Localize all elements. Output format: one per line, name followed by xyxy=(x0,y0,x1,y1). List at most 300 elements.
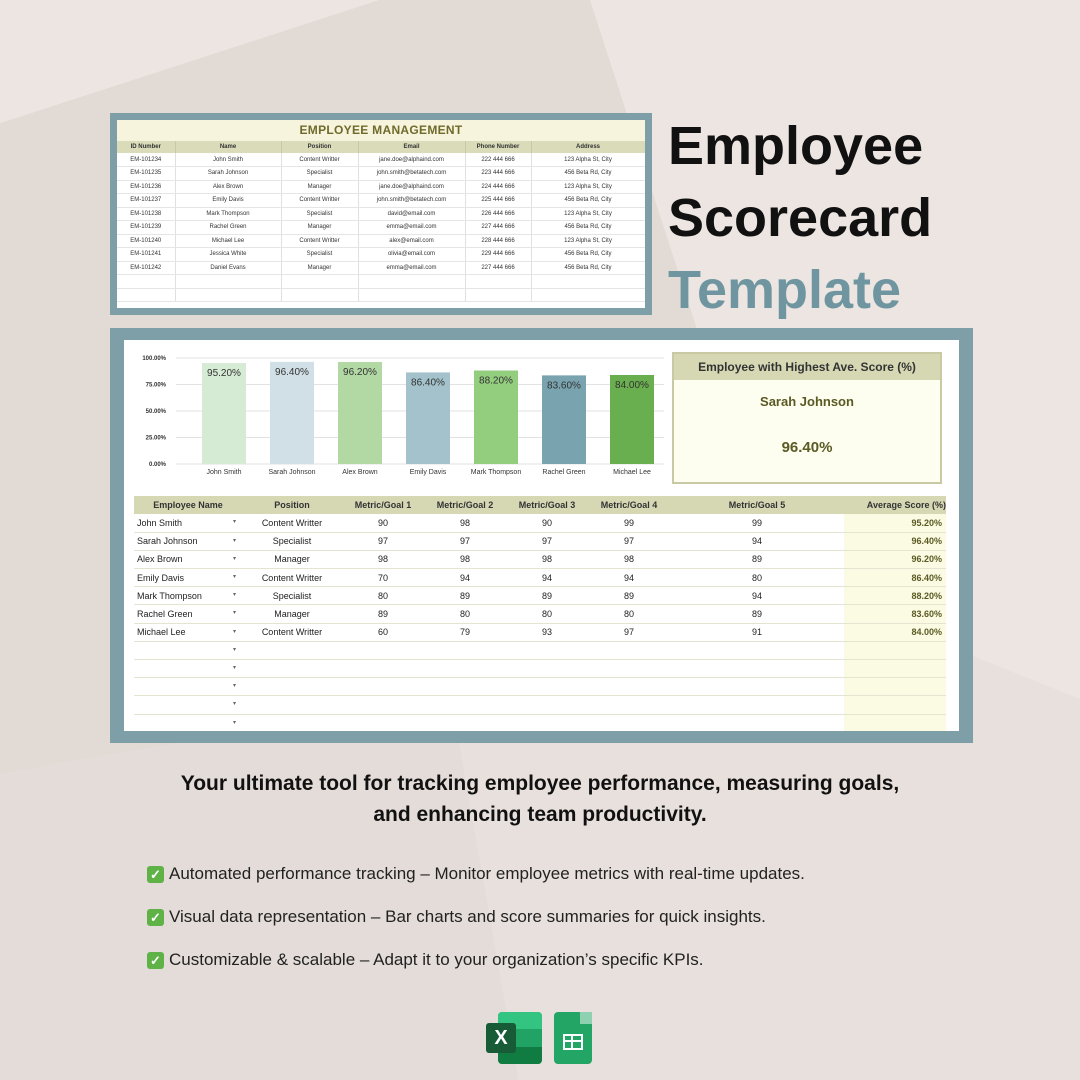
empty-cell[interactable] xyxy=(358,275,465,289)
cell-value: 89 xyxy=(751,554,762,565)
table-row xyxy=(134,605,946,623)
highest-score-value: 96.40% xyxy=(781,439,833,456)
table-row xyxy=(117,180,645,194)
bar-value-label: 95.20% xyxy=(207,368,241,380)
table-cell[interactable] xyxy=(506,514,588,532)
table-row xyxy=(117,153,645,167)
empty-cell[interactable] xyxy=(670,660,844,678)
cell-value: 89 xyxy=(751,609,762,620)
average-score-cell[interactable] xyxy=(844,587,946,605)
chevron-down-icon[interactable]: ▾ xyxy=(232,610,236,617)
empty-cell[interactable] xyxy=(134,696,242,714)
cell-value: Content Writter xyxy=(261,572,323,583)
table-cell[interactable] xyxy=(342,605,424,623)
app-icons xyxy=(486,1012,592,1064)
table-cell[interactable] xyxy=(670,550,844,568)
table-row xyxy=(117,194,645,208)
bar-value-label: 96.40% xyxy=(275,366,309,378)
table-cell[interactable]: Jessica White xyxy=(175,248,281,262)
management-column-header: Name xyxy=(175,141,281,153)
employee-select[interactable] xyxy=(134,587,242,605)
empty-cell[interactable] xyxy=(844,660,946,678)
cell-value: 80 xyxy=(623,609,634,620)
average-score-cell[interactable] xyxy=(844,569,946,587)
table-cell[interactable]: 456 Beta Rd, City xyxy=(531,261,645,275)
cell-value: 94 xyxy=(751,590,762,601)
cell-value: 94 xyxy=(751,536,762,547)
table-row xyxy=(134,514,946,532)
table-cell[interactable] xyxy=(506,550,588,568)
empty-cell[interactable] xyxy=(242,714,342,731)
score-table xyxy=(134,496,946,731)
table-cell[interactable]: david@email.com xyxy=(358,207,465,221)
table-cell[interactable]: EM-101234 xyxy=(117,153,175,167)
table-row xyxy=(134,550,946,568)
empty-cell[interactable] xyxy=(588,641,670,659)
table-cell[interactable]: Specialist xyxy=(281,248,358,262)
x-tick-label: Michael Lee xyxy=(613,469,651,476)
empty-cell[interactable] xyxy=(281,275,358,289)
table-cell[interactable] xyxy=(242,550,342,568)
feature-text: Automated performance tracking – Monitor employee metrics with real-time updates. xyxy=(169,864,805,883)
table-cell[interactable]: Daniel Evans xyxy=(175,261,281,275)
empty-cell[interactable] xyxy=(588,696,670,714)
cell-value: 90 xyxy=(377,517,388,528)
x-tick-label: Alex Brown xyxy=(342,469,378,476)
cell-value: 89 xyxy=(377,609,388,620)
empty-cell[interactable] xyxy=(134,714,242,731)
empty-cell[interactable] xyxy=(342,696,424,714)
table-cell[interactable]: Content Writter xyxy=(281,234,358,248)
table-cell[interactable] xyxy=(588,587,670,605)
cell-value: 70 xyxy=(377,572,388,583)
headline-line-3: Template xyxy=(668,260,902,320)
cell-value: 97 xyxy=(541,536,552,547)
cell-value: Specialist xyxy=(272,590,312,601)
feature-item xyxy=(147,862,1007,886)
empty-cell[interactable] xyxy=(117,288,175,302)
table-cell[interactable]: EM-101240 xyxy=(117,234,175,248)
empty-cell[interactable] xyxy=(242,660,342,678)
cell-value: 90 xyxy=(541,517,552,528)
cell-value: 94 xyxy=(541,572,552,583)
cell-value: 80 xyxy=(377,590,388,601)
empty-row xyxy=(134,641,946,659)
table-cell[interactable]: Sarah Johnson xyxy=(175,167,281,181)
table-cell[interactable]: Manager xyxy=(281,180,358,194)
table-cell[interactable] xyxy=(588,532,670,550)
empty-cell[interactable] xyxy=(588,678,670,696)
empty-row xyxy=(134,678,946,696)
table-row xyxy=(117,261,645,275)
empty-cell[interactable] xyxy=(670,714,844,731)
cell-value: 98 xyxy=(459,517,470,528)
average-score-cell[interactable] xyxy=(844,605,946,623)
table-cell[interactable] xyxy=(242,569,342,587)
cell-value: 80 xyxy=(459,609,470,620)
average-score-cell[interactable] xyxy=(844,514,946,532)
employee-management-sheet xyxy=(110,113,652,315)
table-cell[interactable]: 456 Beta Rd, City xyxy=(531,248,645,262)
table-cell[interactable] xyxy=(588,605,670,623)
headline-line-2: Scorecard xyxy=(668,188,933,248)
score-column-header: Metric/Goal 3 xyxy=(506,496,588,514)
bar-chart-svg xyxy=(124,340,679,490)
table-cell[interactable] xyxy=(342,550,424,568)
bar-value-label: 84.00% xyxy=(615,379,649,391)
cell-value: 98 xyxy=(623,554,634,565)
cell-value: 96.20% xyxy=(911,554,942,565)
empty-cell[interactable] xyxy=(134,641,242,659)
cell-value: 89 xyxy=(459,590,470,601)
table-cell[interactable] xyxy=(342,532,424,550)
cell-value: Emily Davis xyxy=(137,572,185,583)
empty-cell[interactable] xyxy=(281,288,358,302)
management-column-header: Address xyxy=(531,141,645,153)
table-cell[interactable]: 225 444 666 xyxy=(465,194,531,208)
table-row xyxy=(117,221,645,235)
chevron-down-icon[interactable]: ▾ xyxy=(232,555,236,562)
excel-letter: X xyxy=(486,1023,516,1053)
empty-row xyxy=(134,714,946,731)
cell-value: 84.00% xyxy=(911,627,942,638)
empty-cell[interactable] xyxy=(506,678,588,696)
table-cell[interactable] xyxy=(588,514,670,532)
score-column-header: Metric/Goal 4 xyxy=(588,496,670,514)
table-cell[interactable]: 123 Alpha St, City xyxy=(531,207,645,221)
empty-cell[interactable] xyxy=(342,678,424,696)
empty-cell[interactable] xyxy=(465,288,531,302)
chevron-down-icon[interactable]: ▾ xyxy=(232,683,236,690)
table-cell[interactable]: Michael Lee xyxy=(175,234,281,248)
chevron-down-icon[interactable]: ▾ xyxy=(232,665,236,671)
table-cell[interactable] xyxy=(588,550,670,568)
table-cell[interactable]: EM-101242 xyxy=(117,261,175,275)
score-column-header: Metric/Goal 1 xyxy=(342,496,424,514)
employee-select[interactable] xyxy=(134,623,242,641)
table-cell[interactable]: EM-101238 xyxy=(117,207,175,221)
table-cell[interactable]: 224 444 666 xyxy=(465,180,531,194)
table-cell[interactable] xyxy=(506,623,588,641)
table-cell[interactable] xyxy=(342,587,424,605)
empty-cell[interactable] xyxy=(424,696,506,714)
bar-value-label: 86.40% xyxy=(411,377,445,389)
table-cell[interactable] xyxy=(242,514,342,532)
cell-value: 99 xyxy=(623,517,634,528)
empty-cell[interactable] xyxy=(844,641,946,659)
cell-value: 91 xyxy=(751,627,762,638)
y-tick-label: 100.00% xyxy=(142,356,166,362)
table-cell[interactable]: Manager xyxy=(281,221,358,235)
table-row xyxy=(134,532,946,550)
table-cell[interactable] xyxy=(506,532,588,550)
tagline-line-2: and enhancing team productivity. xyxy=(373,803,707,826)
score-column-header: Average Score (%) xyxy=(844,496,946,514)
table-cell[interactable]: 228 444 666 xyxy=(465,234,531,248)
google-sheets-icon xyxy=(554,1012,592,1064)
table-cell[interactable]: 456 Beta Rd, City xyxy=(531,221,645,235)
empty-cell[interactable] xyxy=(175,275,281,289)
table-cell[interactable]: Specialist xyxy=(281,167,358,181)
table-cell[interactable]: 456 Beta Rd, City xyxy=(531,167,645,181)
table-cell[interactable] xyxy=(670,514,844,532)
cell-value: Manager xyxy=(274,554,310,565)
score-column-header: Metric/Goal 5 xyxy=(670,496,844,514)
table-cell[interactable] xyxy=(342,569,424,587)
table-cell[interactable] xyxy=(342,514,424,532)
y-tick-label: 50.00% xyxy=(145,409,166,415)
empty-cell[interactable] xyxy=(134,678,242,696)
empty-cell[interactable] xyxy=(175,288,281,302)
chevron-down-icon[interactable]: ▾ xyxy=(232,628,236,635)
empty-cell[interactable] xyxy=(242,678,342,696)
table-cell[interactable]: Emily Davis xyxy=(175,194,281,208)
table-cell[interactable] xyxy=(424,532,506,550)
cell-value: Mark Thompson xyxy=(137,590,202,601)
table-cell[interactable] xyxy=(670,587,844,605)
empty-cell[interactable] xyxy=(424,714,506,731)
table-cell[interactable] xyxy=(424,569,506,587)
table-cell[interactable] xyxy=(242,532,342,550)
table-cell[interactable]: Content Writter xyxy=(281,153,358,167)
bar-value-label: 83.60% xyxy=(547,380,581,392)
table-cell[interactable]: alex@email.com xyxy=(358,234,465,248)
x-tick-label: Emily Davis xyxy=(409,469,447,476)
cell-value: 98 xyxy=(377,554,388,565)
table-cell[interactable]: EM-101237 xyxy=(117,194,175,208)
cell-value: 94 xyxy=(459,572,470,583)
cell-value: 97 xyxy=(377,536,388,547)
table-cell[interactable]: 123 Alpha St, City xyxy=(531,180,645,194)
table-cell[interactable]: 226 444 666 xyxy=(465,207,531,221)
chevron-down-icon[interactable]: ▾ xyxy=(232,646,236,653)
average-score-cell[interactable] xyxy=(844,623,946,641)
cell-value: 98 xyxy=(541,554,552,565)
y-tick-label: 0.00% xyxy=(148,462,166,468)
empty-cell[interactable] xyxy=(342,641,424,659)
checkmark-icon: ✓ xyxy=(147,866,164,883)
checkmark-icon: ✓ xyxy=(147,909,164,926)
table-row xyxy=(117,234,645,248)
score-column-header: Employee Name xyxy=(134,496,242,514)
empty-cell[interactable] xyxy=(506,714,588,731)
empty-cell[interactable] xyxy=(358,288,465,302)
table-cell[interactable]: 227 444 666 xyxy=(465,221,531,235)
table-cell[interactable] xyxy=(242,587,342,605)
table-row xyxy=(134,623,946,641)
table-cell[interactable]: Rachel Green xyxy=(175,221,281,235)
table-row xyxy=(117,167,645,181)
empty-row xyxy=(134,696,946,714)
table-cell[interactable] xyxy=(342,623,424,641)
empty-cell[interactable] xyxy=(670,678,844,696)
excel-icon xyxy=(486,1012,542,1064)
x-tick-label: John Smith xyxy=(206,469,242,476)
empty-cell[interactable] xyxy=(531,275,645,289)
highest-score-name: Sarah Johnson xyxy=(760,394,854,409)
empty-cell[interactable] xyxy=(506,660,588,678)
table-cell[interactable] xyxy=(670,623,844,641)
highest-score-card xyxy=(672,352,942,484)
table-cell[interactable]: John Smith xyxy=(175,153,281,167)
empty-cell[interactable] xyxy=(424,678,506,696)
chevron-down-icon[interactable]: ▾ xyxy=(232,537,236,544)
tagline xyxy=(60,768,1020,830)
empty-cell[interactable] xyxy=(117,275,175,289)
table-cell[interactable] xyxy=(670,532,844,550)
table-cell[interactable]: Manager xyxy=(281,261,358,275)
table-cell[interactable]: EM-101235 xyxy=(117,167,175,181)
checkmark-icon: ✓ xyxy=(147,952,164,969)
table-cell[interactable] xyxy=(588,569,670,587)
chevron-down-icon[interactable]: ▾ xyxy=(232,719,236,726)
feature-text: Customizable & scalable – Adapt it to your organization’s specific KPIs. xyxy=(169,950,704,969)
table-cell[interactable] xyxy=(424,605,506,623)
table-cell[interactable]: emma@email.com xyxy=(358,221,465,235)
empty-cell[interactable] xyxy=(506,696,588,714)
cell-value: 83.60% xyxy=(911,609,942,620)
table-cell[interactable]: Content Writter xyxy=(281,194,358,208)
x-tick-label: Sarah Johnson xyxy=(268,469,316,476)
chevron-down-icon[interactable]: ▾ xyxy=(232,592,236,599)
employee-select[interactable] xyxy=(134,550,242,568)
cell-value: 86.40% xyxy=(911,572,942,583)
table-cell[interactable] xyxy=(424,623,506,641)
table-cell[interactable] xyxy=(242,605,342,623)
empty-row xyxy=(134,660,946,678)
cell-value: 95.20% xyxy=(911,517,942,528)
empty-cell[interactable] xyxy=(588,714,670,731)
cell-value: 89 xyxy=(623,590,634,601)
table-cell[interactable]: olivia@email.com xyxy=(358,248,465,262)
empty-row xyxy=(117,275,645,289)
employee-select[interactable] xyxy=(134,569,242,587)
table-cell[interactable]: 123 Alpha St, City xyxy=(531,234,645,248)
table-cell[interactable]: jane.doe@alphaind.com xyxy=(358,180,465,194)
table-cell[interactable]: Alex Brown xyxy=(175,180,281,194)
cell-value: 79 xyxy=(459,627,470,638)
average-score-cell[interactable] xyxy=(844,550,946,568)
cell-value: Rachel Green xyxy=(137,609,193,620)
table-row xyxy=(117,248,645,262)
table-cell[interactable] xyxy=(424,587,506,605)
feature-text: Visual data representation – Bar charts and score summaries for quick insights. xyxy=(169,907,766,926)
cell-value: 98 xyxy=(459,554,470,565)
table-row xyxy=(134,569,946,587)
employee-select[interactable] xyxy=(134,605,242,623)
management-table xyxy=(117,141,645,302)
x-tick-label: Mark Thompson xyxy=(470,469,522,476)
empty-cell[interactable] xyxy=(670,641,844,659)
table-cell[interactable]: EM-101239 xyxy=(117,221,175,235)
table-cell[interactable]: 456 Beta Rd, City xyxy=(531,194,645,208)
table-cell[interactable]: emma@email.com xyxy=(358,261,465,275)
cell-value: 60 xyxy=(377,627,388,638)
headline-line-1: Employee xyxy=(668,116,924,176)
empty-cell[interactable] xyxy=(134,660,242,678)
management-title: EMPLOYEE MANAGEMENT xyxy=(117,120,645,141)
empty-cell[interactable] xyxy=(424,641,506,659)
chevron-down-icon[interactable]: ▾ xyxy=(232,701,236,708)
table-cell[interactable] xyxy=(506,587,588,605)
table-cell[interactable] xyxy=(588,623,670,641)
empty-cell[interactable] xyxy=(588,660,670,678)
average-score-cell[interactable] xyxy=(844,532,946,550)
chevron-down-icon[interactable]: ▾ xyxy=(232,574,236,581)
empty-cell[interactable] xyxy=(465,275,531,289)
table-cell[interactable]: Mark Thompson xyxy=(175,207,281,221)
management-column-header: Email xyxy=(358,141,465,153)
empty-cell[interactable] xyxy=(342,660,424,678)
score-column-header: Metric/Goal 2 xyxy=(424,496,506,514)
employee-select[interactable] xyxy=(134,514,242,532)
cell-value: Sarah Johnson xyxy=(137,536,198,547)
feature-item xyxy=(147,905,1007,929)
y-tick-label: 25.00% xyxy=(145,435,166,442)
empty-cell[interactable] xyxy=(531,288,645,302)
table-cell[interactable] xyxy=(242,623,342,641)
table-cell[interactable]: 227 444 666 xyxy=(465,261,531,275)
table-cell[interactable] xyxy=(424,550,506,568)
cell-value: Content Writter xyxy=(261,517,323,528)
table-cell[interactable]: EM-101241 xyxy=(117,248,175,262)
y-tick-label: 75.00% xyxy=(145,382,166,389)
empty-cell[interactable] xyxy=(844,714,946,731)
cell-value: 94 xyxy=(623,572,634,583)
table-cell[interactable] xyxy=(506,605,588,623)
empty-cell[interactable] xyxy=(844,696,946,714)
table-cell[interactable]: jane.doe@alphaind.com xyxy=(358,153,465,167)
employee-select[interactable] xyxy=(134,532,242,550)
table-cell[interactable]: EM-101236 xyxy=(117,180,175,194)
table-cell[interactable]: john.smith@betatech.com xyxy=(358,167,465,181)
headline xyxy=(668,110,1068,326)
table-cell[interactable] xyxy=(424,514,506,532)
cell-value: 80 xyxy=(751,572,762,583)
empty-cell[interactable] xyxy=(342,714,424,731)
cell-value: Content Writter xyxy=(261,627,323,638)
table-cell[interactable]: john.smith@betatech.com xyxy=(358,194,465,208)
empty-cell[interactable] xyxy=(506,641,588,659)
cell-value: Manager xyxy=(274,609,310,620)
empty-row xyxy=(117,288,645,302)
table-cell[interactable] xyxy=(670,569,844,587)
chevron-down-icon[interactable]: ▾ xyxy=(232,519,236,525)
cell-value: 89 xyxy=(541,590,552,601)
bar-value-label: 88.20% xyxy=(479,375,513,387)
table-cell[interactable]: Specialist xyxy=(281,207,358,221)
cell-value: 80 xyxy=(541,609,552,620)
cell-value: Specialist xyxy=(272,536,312,547)
cell-value: 97 xyxy=(623,536,634,547)
empty-cell[interactable] xyxy=(424,660,506,678)
empty-cell[interactable] xyxy=(242,696,342,714)
table-cell[interactable] xyxy=(506,569,588,587)
table-cell[interactable] xyxy=(670,605,844,623)
feature-item xyxy=(147,948,1007,972)
tagline-line-1: Your ultimate tool for tracking employee performance, measuring goals, xyxy=(180,772,900,795)
empty-cell[interactable] xyxy=(242,641,342,659)
empty-cell[interactable] xyxy=(844,678,946,696)
table-cell[interactable]: 222 444 666 xyxy=(465,153,531,167)
table-cell[interactable]: 229 444 666 xyxy=(465,248,531,262)
empty-cell[interactable] xyxy=(670,696,844,714)
x-tick-label: Rachel Green xyxy=(542,469,586,476)
table-cell[interactable]: 223 444 666 xyxy=(465,167,531,181)
score-column-header: Position xyxy=(242,496,342,514)
table-cell[interactable]: 123 Alpha St, City xyxy=(531,153,645,167)
cell-value: Michael Lee xyxy=(137,627,186,638)
